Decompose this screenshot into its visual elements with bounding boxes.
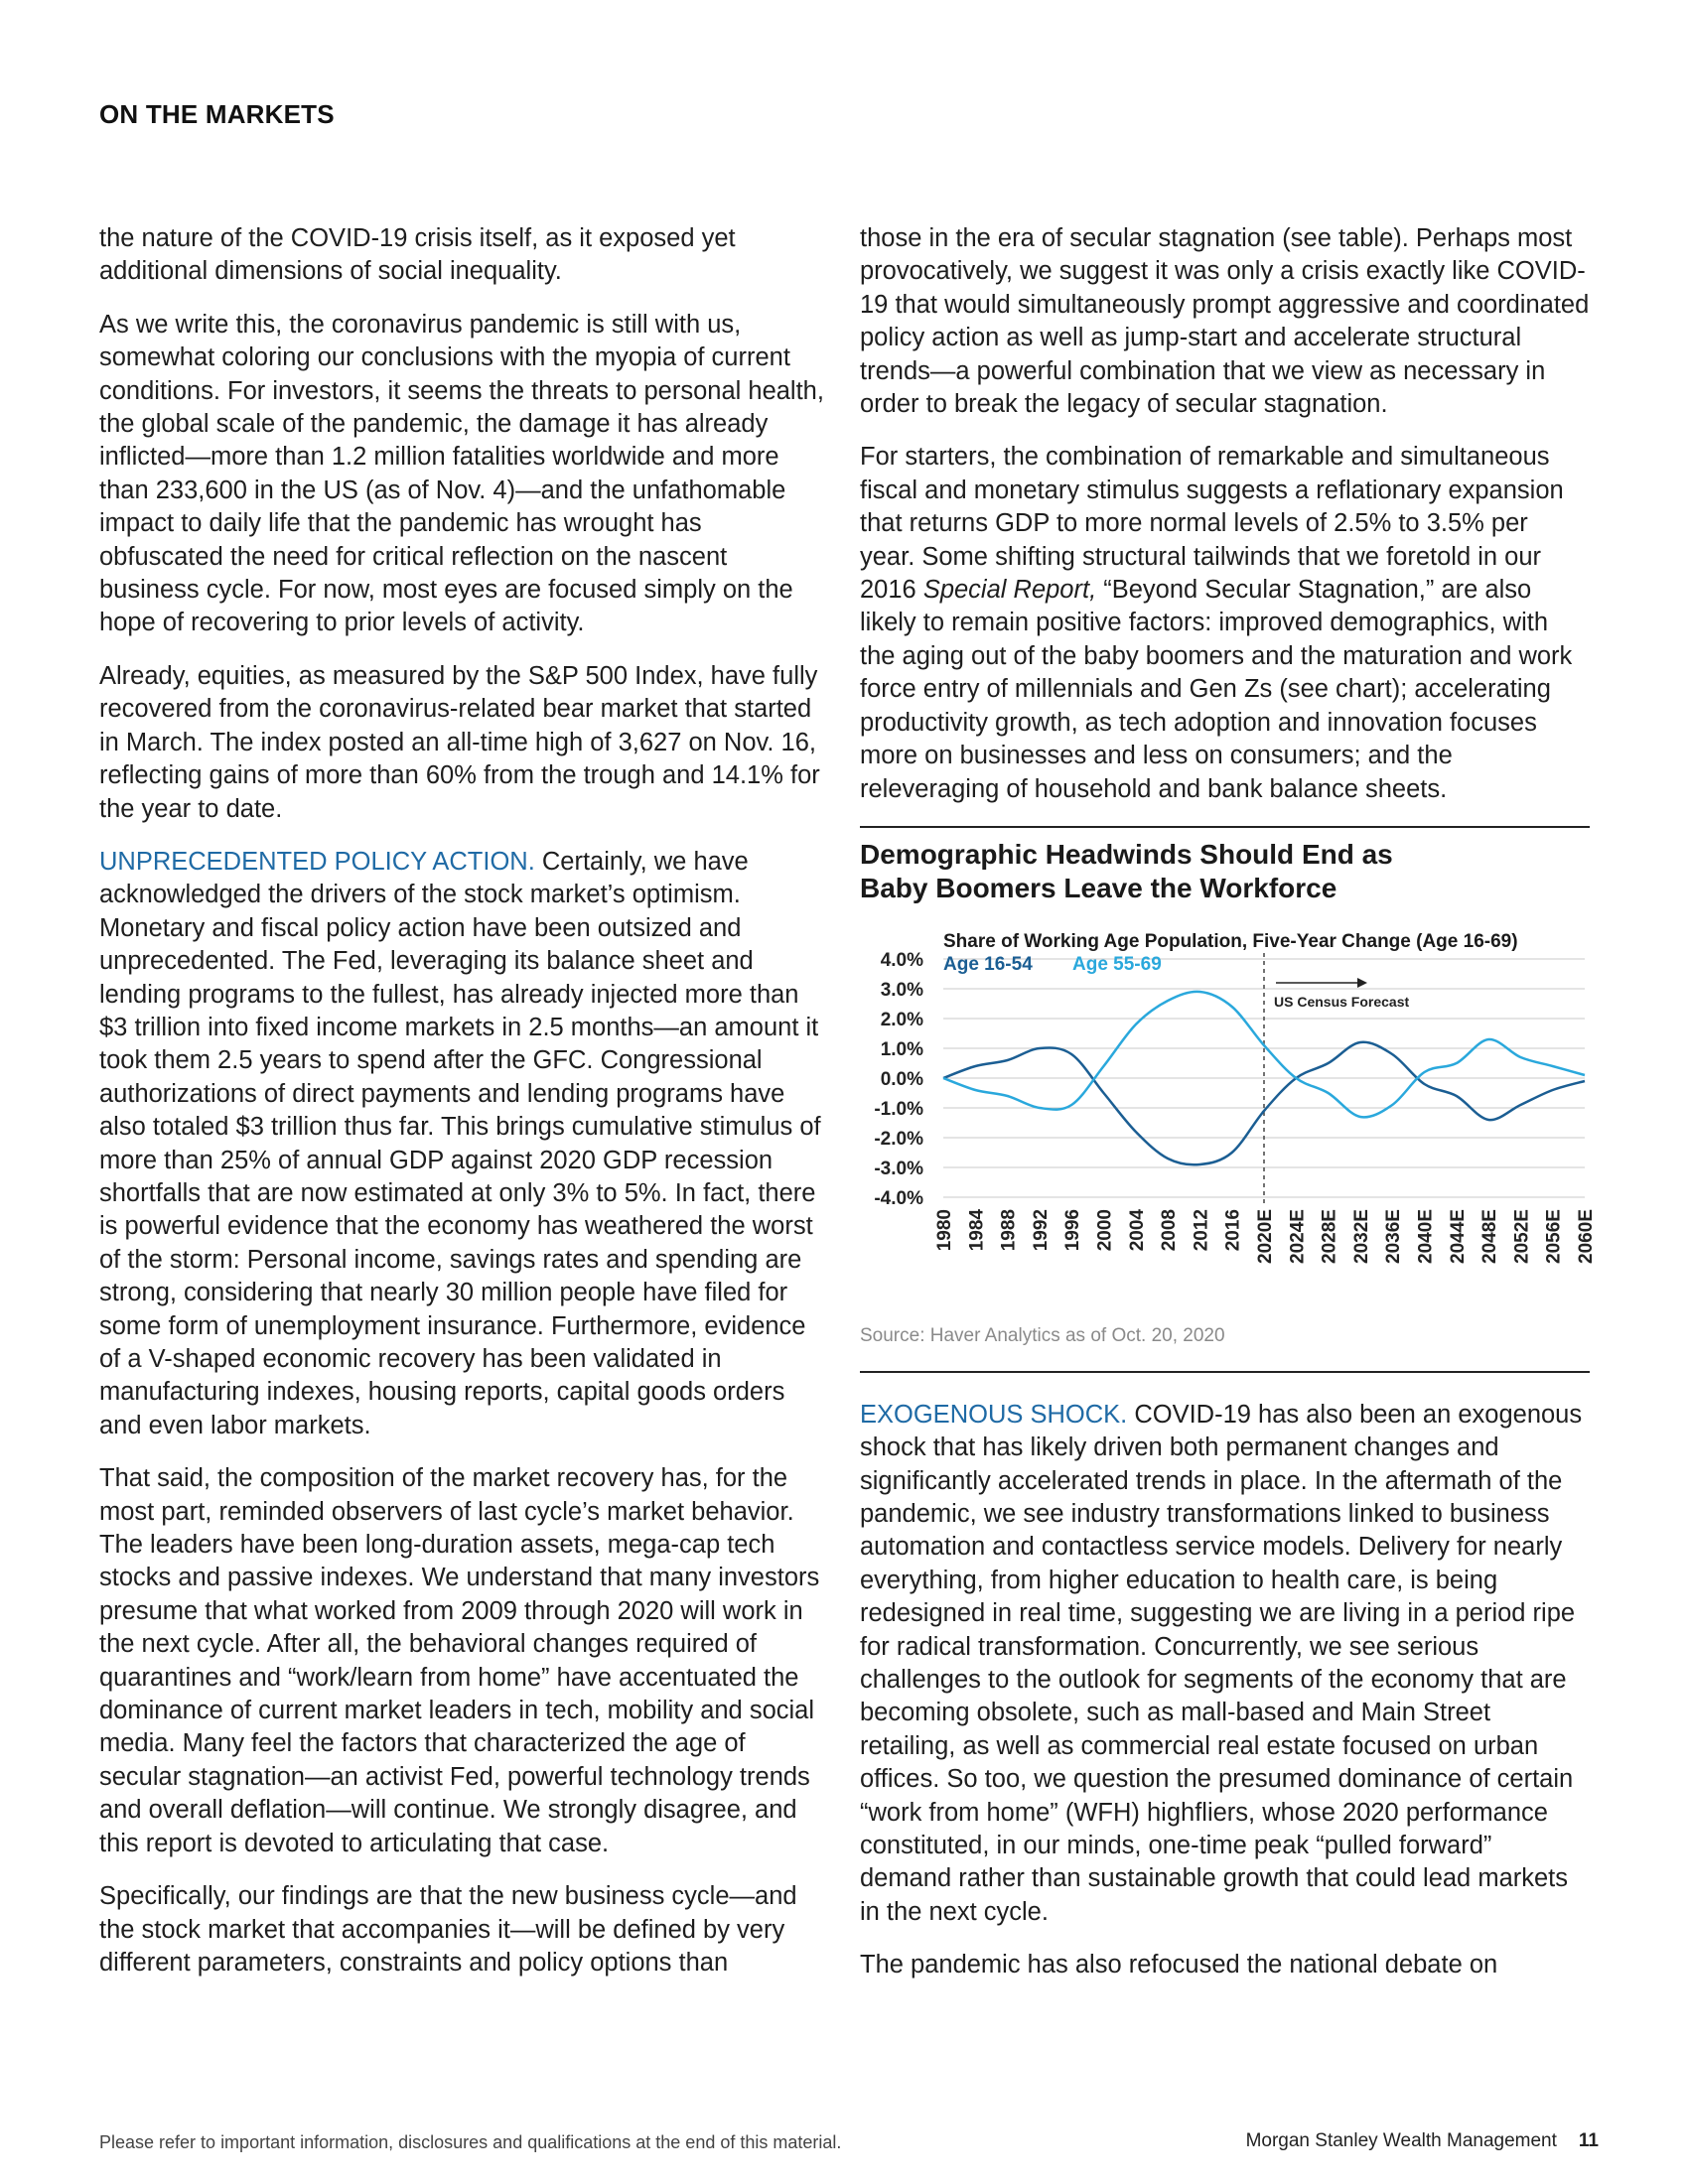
x-tick-label: 2000 [1094,1208,1116,1252]
left-column [99,222,829,1999]
paragraph-text: COVID-19 has also been an exogenous shock that has likely driven both permanent changes and significantly accelerated trends in place. In the aftermath of the pandemic, we see industry transformations linked to business automation and contactless service models. Delivery for nearly everything, from higher education to health care, is being redesigned in real time, suggesting we are living in a period ripe for radical transformation. Concurrently, we see serious challenges to the outlook for segments of the economy that are becoming obsolete, such as mall-based and Main Street retailing, as well as commercial real estate focused on urban offices. So too, we question the presumed dominance of certain “work from home” (WFH) highfliers, whose 2020 performance constituted, in our minds, one-time peak “pulled forward” demand rather than sustainable growth that could lead markets in the next cycle. [860,1400,1583,1926]
paragraph [860,1399,1590,1930]
y-tick-label: -3.0% [874,1158,923,1179]
italic-text: Special Report, [922,576,1097,605]
section-header: ON THE MARKETS [99,99,335,129]
footer-brand: Morgan Stanley Wealth Management [1245,2130,1557,2151]
x-tick-label: 1984 [966,1208,988,1252]
x-tick-label: 2036E [1383,1208,1405,1264]
y-tick-label: -2.0% [874,1128,923,1150]
section-lead: EXOGENOUS SHOCK. [860,1400,1128,1429]
paragraph: As we write this, the coronavirus pandemic is still with us, somewhat coloring our conclusions with the myopia of current conditions. For investors, it seems the threats to personal health, the global scale of the pandemic, the damage it has already inflicted—more than 1.2 million fatalities worldwide and more than 233,600 in the US (as of Nov. 4)—and the unfathomable impact to daily life that the pandemic has wrought has obfuscated the need for critical reflection on the nascent business cycle. For now, most eyes are focused simply on the hope of recovering to prior levels of activity. [99,310,824,637]
chart-source: Source: Haver Analytics as of Oct. 20, 2020 [860,1325,1225,1347]
x-tick-label: 1988 [998,1208,1020,1252]
y-tick-label: -1.0% [874,1098,923,1120]
x-tick-label: 2060E [1576,1208,1597,1264]
y-tick-label: 0.0% [880,1068,923,1090]
paragraph: That said, the composition of the market recovery has, for the most part, reminded observers of last cycle’s market behavior. The leaders have been long-duration assets, mega-cap tech stocks and passive indexes. We understand that many investors presume that what worked from 2009 through 2020 will work in the next cycle. After all, the behavioral changes required of quarantines and “work/learn from home” have accentuated the dominance of current market leaders in tech, mobility and social media. Many feel the factors that characterized the age of secular stagnation—an activist Fed, powerful technology trends and overall deflation—will continue. We strongly disagree, and this report is devoted to articulating that case. [99,1464,820,1857]
x-tick-label: 2004 [1126,1208,1148,1252]
paragraph-text: For starters, the combination of remarkable and simultaneous fiscal and monetary stimulus suggests a reflationary expansion that returns GDP to more normal levels of 2.5% to 3.5% per year. Some shifting structural tailwinds that we foretold in our 2016 [860,443,1564,605]
paragraph [99,846,829,1442]
footer [1246,2130,1599,2152]
x-tick-label: 1992 [1030,1208,1052,1252]
x-tick-label: 1980 [934,1208,955,1252]
footer-disclaimer: Please refer to important information, disclosures and qualifications at the end of this material. [99,2132,842,2152]
x-tick-label: 2024E [1287,1208,1309,1264]
x-tick-label: 2020E [1255,1208,1276,1264]
legend-entry: Age 16-54 [943,953,1033,975]
right-column [860,222,1597,2002]
paragraph-text: Certainly, we have acknowledged the drivers of the stock market’s optimism. Monetary and fiscal policy action have been outsized and unprecedented. The Fed, leveraging its balance sheet and lending programs to the fullest, has already injected more than $3 trillion into fixed income markets in 2.5 months—an amount it took them 2.5 years to spend after the GFC. Congressional authorizations of direct payments and lending programs have also totaled $3 trillion thus far. This brings cumulative stimulus of more than 25% of annual GDP against 2020 GDP recession shortfalls that are now estimated at only 3% to 5%. In fact, there is powerful evidence that the economy has weathered the worst of the storm: Personal income, savings rates and spending are strong, considering that nearly 30 million people have filed for some form of unemployment insurance. Furthermore, evidence of a V-shaped economic recovery has been validated in manufacturing indexes, housing reports, capital goods orders and even labor markets. [99,847,821,1439]
chart-heading-line: Demographic Headwinds Should End as [860,838,1393,870]
page-number: 11 [1578,2130,1599,2151]
paragraph-text: “Beyond Secular Stagnation,” are also likely to remain positive factors: improved demographics, with the aging out of the baby boomers and the maturation and work force entry of millennials and Gen Zs (see chart); accelerating productivity growth, as tech adoption and innovation focuses more on businesses and less on consumers; and the releveraging of household and bank balance sheets. [860,576,1573,803]
x-tick-label: 2032E [1350,1208,1372,1264]
paragraph: Specifically, our findings are that the new business cycle—and the stock market that accompanies it—will be defined by very different parameters, constraints and policy options than [99,1882,797,1977]
x-tick-label: 1996 [1062,1208,1084,1252]
forecast-annotation: US Census Forecast [1274,993,1410,1010]
chart-heading [860,838,1590,905]
paragraph: Already, equities, as measured by the S&P 500 Index, have fully recovered from the coronavirus-related bear market that started in March. The index posted an all-time high of 3,627 on Nov. 16, reflecting gains of more than 60% from the trough and 14.1% for the year to date. [99,661,820,823]
paragraph: The pandemic has also refocused the national debate on [860,1951,1498,1979]
forecast-arrowhead [1357,978,1367,988]
y-tick-label: 3.0% [880,979,923,1001]
x-tick-label: 2028E [1319,1208,1340,1264]
section-lead: UNPRECEDENTED POLICY ACTION. [99,847,535,876]
x-tick-label: 2008 [1159,1208,1181,1252]
y-tick-label: 4.0% [880,949,923,971]
legend-entry: Age 55-69 [1072,953,1162,975]
y-tick-label: 2.0% [880,1009,923,1030]
paragraph: those in the era of secular stagnation (see table). Perhaps most provocatively, we suggest it was only a crisis exactly like COVID-19 that would simultaneously prompt aggressive and coordinated policy action as well as jump-start and accelerate structural trends—a powerful combination that we view as necessary in order to break the legacy of secular stagnation. [860,224,1590,419]
x-tick-label: 2048E [1479,1208,1501,1264]
chart-heading-line: Baby Boomers Leave the Workforce [860,872,1337,903]
chart-title: Share of Working Age Population, Five-Year Change (Age 16-69) [943,930,1518,952]
y-tick-label: 1.0% [880,1038,923,1060]
x-tick-label: 2044E [1447,1208,1469,1264]
x-tick-label: 2012 [1191,1208,1212,1252]
x-tick-label: 2052E [1511,1208,1533,1264]
x-tick-label: 2016 [1222,1208,1244,1252]
x-tick-label: 2040E [1415,1208,1437,1264]
paragraph [860,441,1590,805]
chart-block [860,826,1597,1373]
y-tick-label: -4.0% [874,1187,923,1209]
paragraph: the nature of the COVID-19 crisis itself, as it exposed yet additional dimensions of social inequality. [99,224,736,286]
x-tick-label: 2056E [1543,1208,1565,1264]
line-chart [860,929,1597,1306]
